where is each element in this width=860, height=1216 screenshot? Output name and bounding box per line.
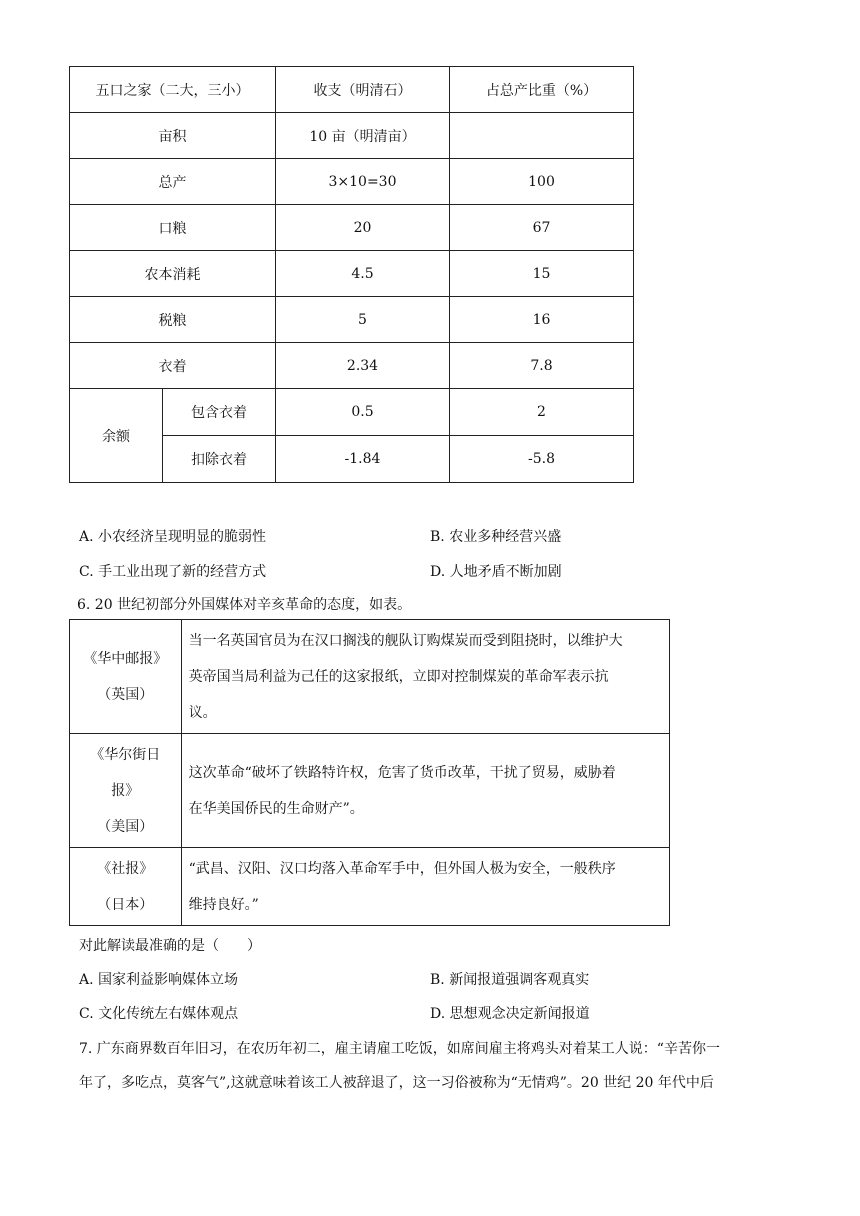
q6-option-c[interactable]: C. 文化传统左右媒体观点 <box>79 1006 239 1022</box>
row-value: 4.5 <box>276 251 450 297</box>
source-name: 《华尔街日 <box>90 746 161 763</box>
row-pct: 7.8 <box>450 343 634 389</box>
row-label: 农本消耗 <box>70 251 276 297</box>
q5-option-a[interactable]: A. 小农经济呈现明显的脆弱性 <box>79 529 267 545</box>
table-row <box>70 848 670 926</box>
table-row <box>70 159 634 205</box>
q6-option-b[interactable]: B. 新闻报道强调客观真实 <box>430 972 590 988</box>
header-household: 五口之家（二大，三小） <box>70 67 276 113</box>
row-label: 税粮 <box>70 297 276 343</box>
row-pct: -5.8 <box>450 436 634 483</box>
row-value: 5 <box>276 297 450 343</box>
q6-stem: 6. 20 世纪初部分外国媒体对辛亥革命的态度，如表。 <box>77 597 412 613</box>
media-source <box>70 734 182 848</box>
table-row <box>70 389 634 436</box>
foreign-media-table <box>69 619 670 926</box>
q6-question: 对此解读最准确的是（ ） <box>79 938 261 954</box>
balance-label: 余额 <box>70 389 163 483</box>
source-country: （美国） <box>97 818 154 835</box>
source-name: 报》 <box>111 782 140 799</box>
household-budget-table <box>69 66 634 483</box>
table-row <box>70 734 670 848</box>
q7-line: 7. 广东商界数百年旧习，在农历年初二，雇主请雇工吃饭，如席间雇主将鸡头对着某工人说：“辛苦你一 <box>79 1041 720 1057</box>
header-income-expense: 收支（明清石） <box>276 67 450 113</box>
table-row <box>70 297 634 343</box>
quote-line: 议。 <box>188 704 217 721</box>
media-source <box>70 620 182 734</box>
q6-option-d[interactable]: D. 思想观念决定新闻报道 <box>430 1006 590 1022</box>
media-source <box>70 848 182 926</box>
q5-option-c[interactable]: C. 手工业出现了新的经营方式 <box>79 564 267 580</box>
table-row <box>70 343 634 389</box>
table-row <box>70 251 634 297</box>
row-pct: 16 <box>450 297 634 343</box>
quote-line: 在华美国侨民的生命财产”。 <box>188 800 364 817</box>
row-label: 衣着 <box>70 343 276 389</box>
row-label: 口粮 <box>70 205 276 251</box>
quote-line: 维持良好。” <box>188 896 259 913</box>
row-pct: 67 <box>450 205 634 251</box>
table-row <box>70 113 634 159</box>
quote-line: “武昌、汉阳、汉口均落入革命军手中，但外国人极为安全，一般秩序 <box>188 860 616 877</box>
row-value: -1.84 <box>276 436 450 483</box>
media-quote <box>181 848 669 926</box>
row-pct: 15 <box>450 251 634 297</box>
row-label: 亩积 <box>70 113 276 159</box>
row-pct: 2 <box>450 389 634 436</box>
source-country: （英国） <box>97 686 154 703</box>
balance-sub-label: 包含衣着 <box>163 389 276 436</box>
row-value: 20 <box>276 205 450 251</box>
row-value: 2.34 <box>276 343 450 389</box>
q6-option-a[interactable]: A. 国家利益影响媒体立场 <box>79 972 239 988</box>
q5-option-d[interactable]: D. 人地矛盾不断加剧 <box>430 564 562 580</box>
quote-line: 当一名英国官员为在汉口搁浅的舰队订购煤炭而受到阻挠时，以维护大 <box>188 632 623 649</box>
table-row <box>70 205 634 251</box>
row-pct <box>450 113 634 159</box>
q5-option-b[interactable]: B. 农业多种经营兴盛 <box>430 529 562 545</box>
row-value: 3×10=30 <box>276 159 450 205</box>
q7-line: 年了，多吃点，莫客气”,这就意味着该工人被辞退了，这一习俗被称为“无情鸡”。20 世纪 20 年代中后 <box>79 1075 714 1091</box>
row-value: 0.5 <box>276 389 450 436</box>
header-share-percent: 占总产比重（%） <box>450 67 634 113</box>
source-name: 《华中邮报》 <box>83 650 168 667</box>
row-pct: 100 <box>450 159 634 205</box>
table-header-row <box>70 67 634 113</box>
quote-line: 这次革命“破坏了铁路特许权，危害了货币改革，干扰了贸易，威胁着 <box>188 764 616 781</box>
row-label: 总产 <box>70 159 276 205</box>
media-quote <box>181 620 669 734</box>
table-row <box>70 620 670 734</box>
row-value: 10 亩（明清亩） <box>276 113 450 159</box>
source-name: 《社报》 <box>97 860 154 877</box>
media-quote <box>181 734 669 848</box>
quote-line: 英帝国当局利益为己任的这家报纸，立即对控制煤炭的革命军表示抗 <box>188 668 609 685</box>
source-country: （日本） <box>97 896 154 913</box>
balance-sub-label: 扣除衣着 <box>163 436 276 483</box>
